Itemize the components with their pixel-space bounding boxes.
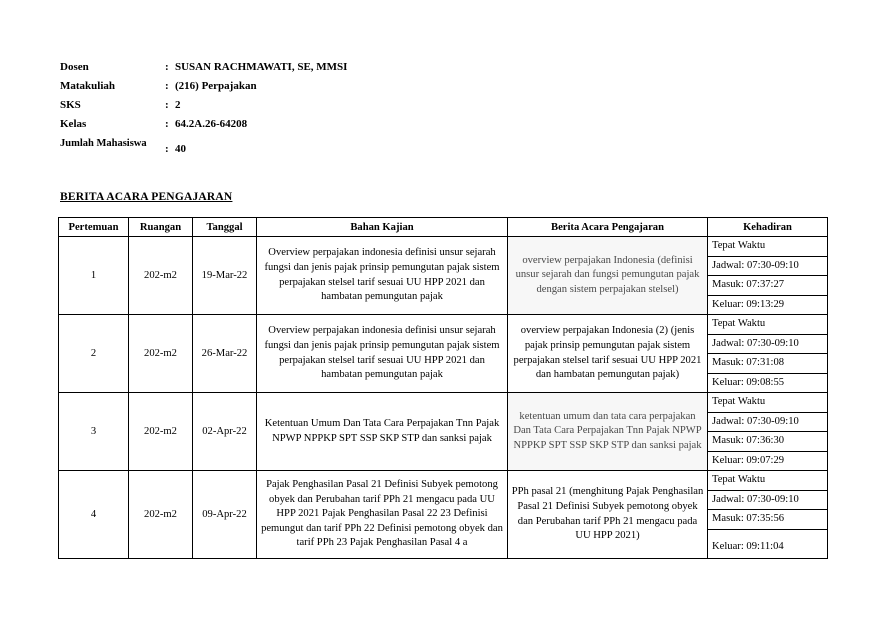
- kehadiran-jadwal: Jadwal: 07:30-09:10: [708, 257, 827, 277]
- cell-berita-acara: overview perpajakan Indonesia (2) (jenis pajak prinsip pemungutan pajak sistem perpajakan stelsel tarif sesuai UU HPP 2021 dan hambatan pemungutan pajak): [508, 315, 708, 393]
- kehadiran-masuk: Masuk: 07:36:30: [708, 432, 827, 452]
- header-tanggal: Tanggal: [193, 218, 257, 237]
- table-row: [59, 237, 828, 315]
- cell-ruangan: 202-m2: [129, 471, 193, 559]
- table-row: [59, 315, 828, 393]
- info-label: Matakuliah: [60, 80, 116, 92]
- kehadiran-keluar: Keluar: 09:07:29: [712, 454, 785, 466]
- attendance-table: [58, 217, 828, 559]
- section-title: BERITA ACARA PENGAJARAN: [60, 191, 233, 203]
- kehadiran-status: Tepat Waktu: [708, 393, 827, 413]
- kehadiran-jadwal: Jadwal: 07:30-09:10: [708, 491, 827, 511]
- kehadiran-status: Tepat Waktu: [708, 315, 827, 335]
- cell-tanggal: 09-Apr-22: [193, 471, 257, 559]
- cell-berita-acara: overview perpajakan Indonesia (definisi unsur sejarah dan fungsi pemungutan pajak dengan sistem perpajakan stelsel): [508, 237, 708, 315]
- cell-ruangan: 202-m2: [129, 315, 193, 393]
- kehadiran-status: Tepat Waktu: [708, 237, 827, 257]
- cell-kehadiran: [708, 471, 828, 559]
- cell-kehadiran: [708, 315, 828, 393]
- info-value: 40: [175, 143, 186, 155]
- table-header-row: [59, 218, 828, 237]
- header-ruangan: Ruangan: [129, 218, 193, 237]
- header-pertemuan: Pertemuan: [59, 218, 129, 237]
- kehadiran-jadwal: Jadwal: 07:30-09:10: [708, 335, 827, 355]
- cell-bahan-kajian: Overview perpajakan indonesia definisi unsur sejarah fungsi dan jenis pajak prinsip pemungutan pajak sistem perpajakan stelsel tarif sesuai UU HPP 2021 dan hambatan pemungutan pajak: [257, 237, 508, 315]
- cell-berita-acara: PPh pasal 21 (menghitung Pajak Penghasilan Pasal 21 Definisi Subyek pemotong obyek dan Perubahan tarif PPh 21 mengacu pada UU HPP 2021): [508, 471, 708, 559]
- cell-kehadiran: [708, 237, 828, 315]
- info-colon: :: [165, 61, 169, 73]
- kehadiran-masuk: Masuk: 07:31:08: [708, 354, 827, 374]
- info-value: SUSAN RACHMAWATI, SE, MMSI: [175, 61, 348, 73]
- cell-kehadiran: [708, 393, 828, 471]
- kehadiran-masuk: Masuk: 07:35:56: [708, 510, 827, 530]
- cell-tanggal: 26-Mar-22: [193, 315, 257, 393]
- info-label: Jumlah Mahasiswa: [60, 138, 147, 149]
- info-value: 2: [175, 99, 181, 111]
- cell-bahan-kajian: Pajak Penghasilan Pasal 21 Definisi Subyek pemotong obyek dan Perubahan tarif PPh 21 mengacu pada UU HPP 2021 Pajak Penghasilan Pasal 22 23 Definisi pemungut dan tarif PPh 22 Definisi pemotong obyek dan tarif PPh 23 Pajak Penghasilan Pasal 4 a: [257, 471, 508, 559]
- cell-berita-acara: ketentuan umum dan tata cara perpajakan Dan Tata Cara Perpajakan Tnn Pajak NPWP NPPKP SPT SSP SKP STP dan sanksi pajak: [508, 393, 708, 471]
- cell-tanggal: 02-Apr-22: [193, 393, 257, 471]
- header-berita-acara: Berita Acara Pengajaran: [508, 218, 708, 237]
- kehadiran-status: Tepat Waktu: [708, 471, 827, 491]
- header-bahan-kajian: Bahan Kajian: [257, 218, 508, 237]
- info-label: Dosen: [60, 61, 89, 73]
- info-colon: :: [165, 118, 169, 130]
- table-row: [59, 393, 828, 471]
- info-value: 64.2A.26-64208: [175, 118, 248, 130]
- cell-tanggal: 19-Mar-22: [193, 237, 257, 315]
- header-kehadiran: Kehadiran: [708, 218, 828, 237]
- cell-pertemuan: 2: [59, 315, 129, 393]
- cell-ruangan: 202-m2: [129, 237, 193, 315]
- cell-pertemuan: 3: [59, 393, 129, 471]
- cell-bahan-kajian: Overview perpajakan indonesia definisi unsur sejarah fungsi dan jenis pajak prinsip pemungutan pajak sistem perpajakan stelsel tarif sesuai UU HPP 2021 dan hambatan pemungutan pajak: [257, 315, 508, 393]
- info-colon: :: [165, 143, 169, 155]
- cell-ruangan: 202-m2: [129, 393, 193, 471]
- kehadiran-jadwal: Jadwal: 07:30-09:10: [708, 413, 827, 433]
- info-colon: :: [165, 99, 169, 111]
- cell-bahan-kajian: Ketentuan Umum Dan Tata Cara Perpajakan Tnn Pajak NPWP NPPKP SPT SSP SKP STP dan sanksi pajak: [257, 393, 508, 471]
- table-row: [59, 471, 828, 559]
- kehadiran-keluar: Keluar: 09:13:29: [712, 298, 785, 310]
- info-label: Kelas: [60, 118, 87, 130]
- kehadiran-keluar: Keluar: 09:08:55: [712, 376, 785, 388]
- cell-pertemuan: 1: [59, 237, 129, 315]
- info-colon: :: [165, 80, 169, 92]
- info-value: (216) Perpajakan: [175, 80, 257, 92]
- cell-pertemuan: 4: [59, 471, 129, 559]
- kehadiran-masuk: Masuk: 07:37:27: [708, 276, 827, 296]
- info-label: SKS: [60, 99, 81, 111]
- kehadiran-keluar: Keluar: 09:11:04: [712, 540, 784, 552]
